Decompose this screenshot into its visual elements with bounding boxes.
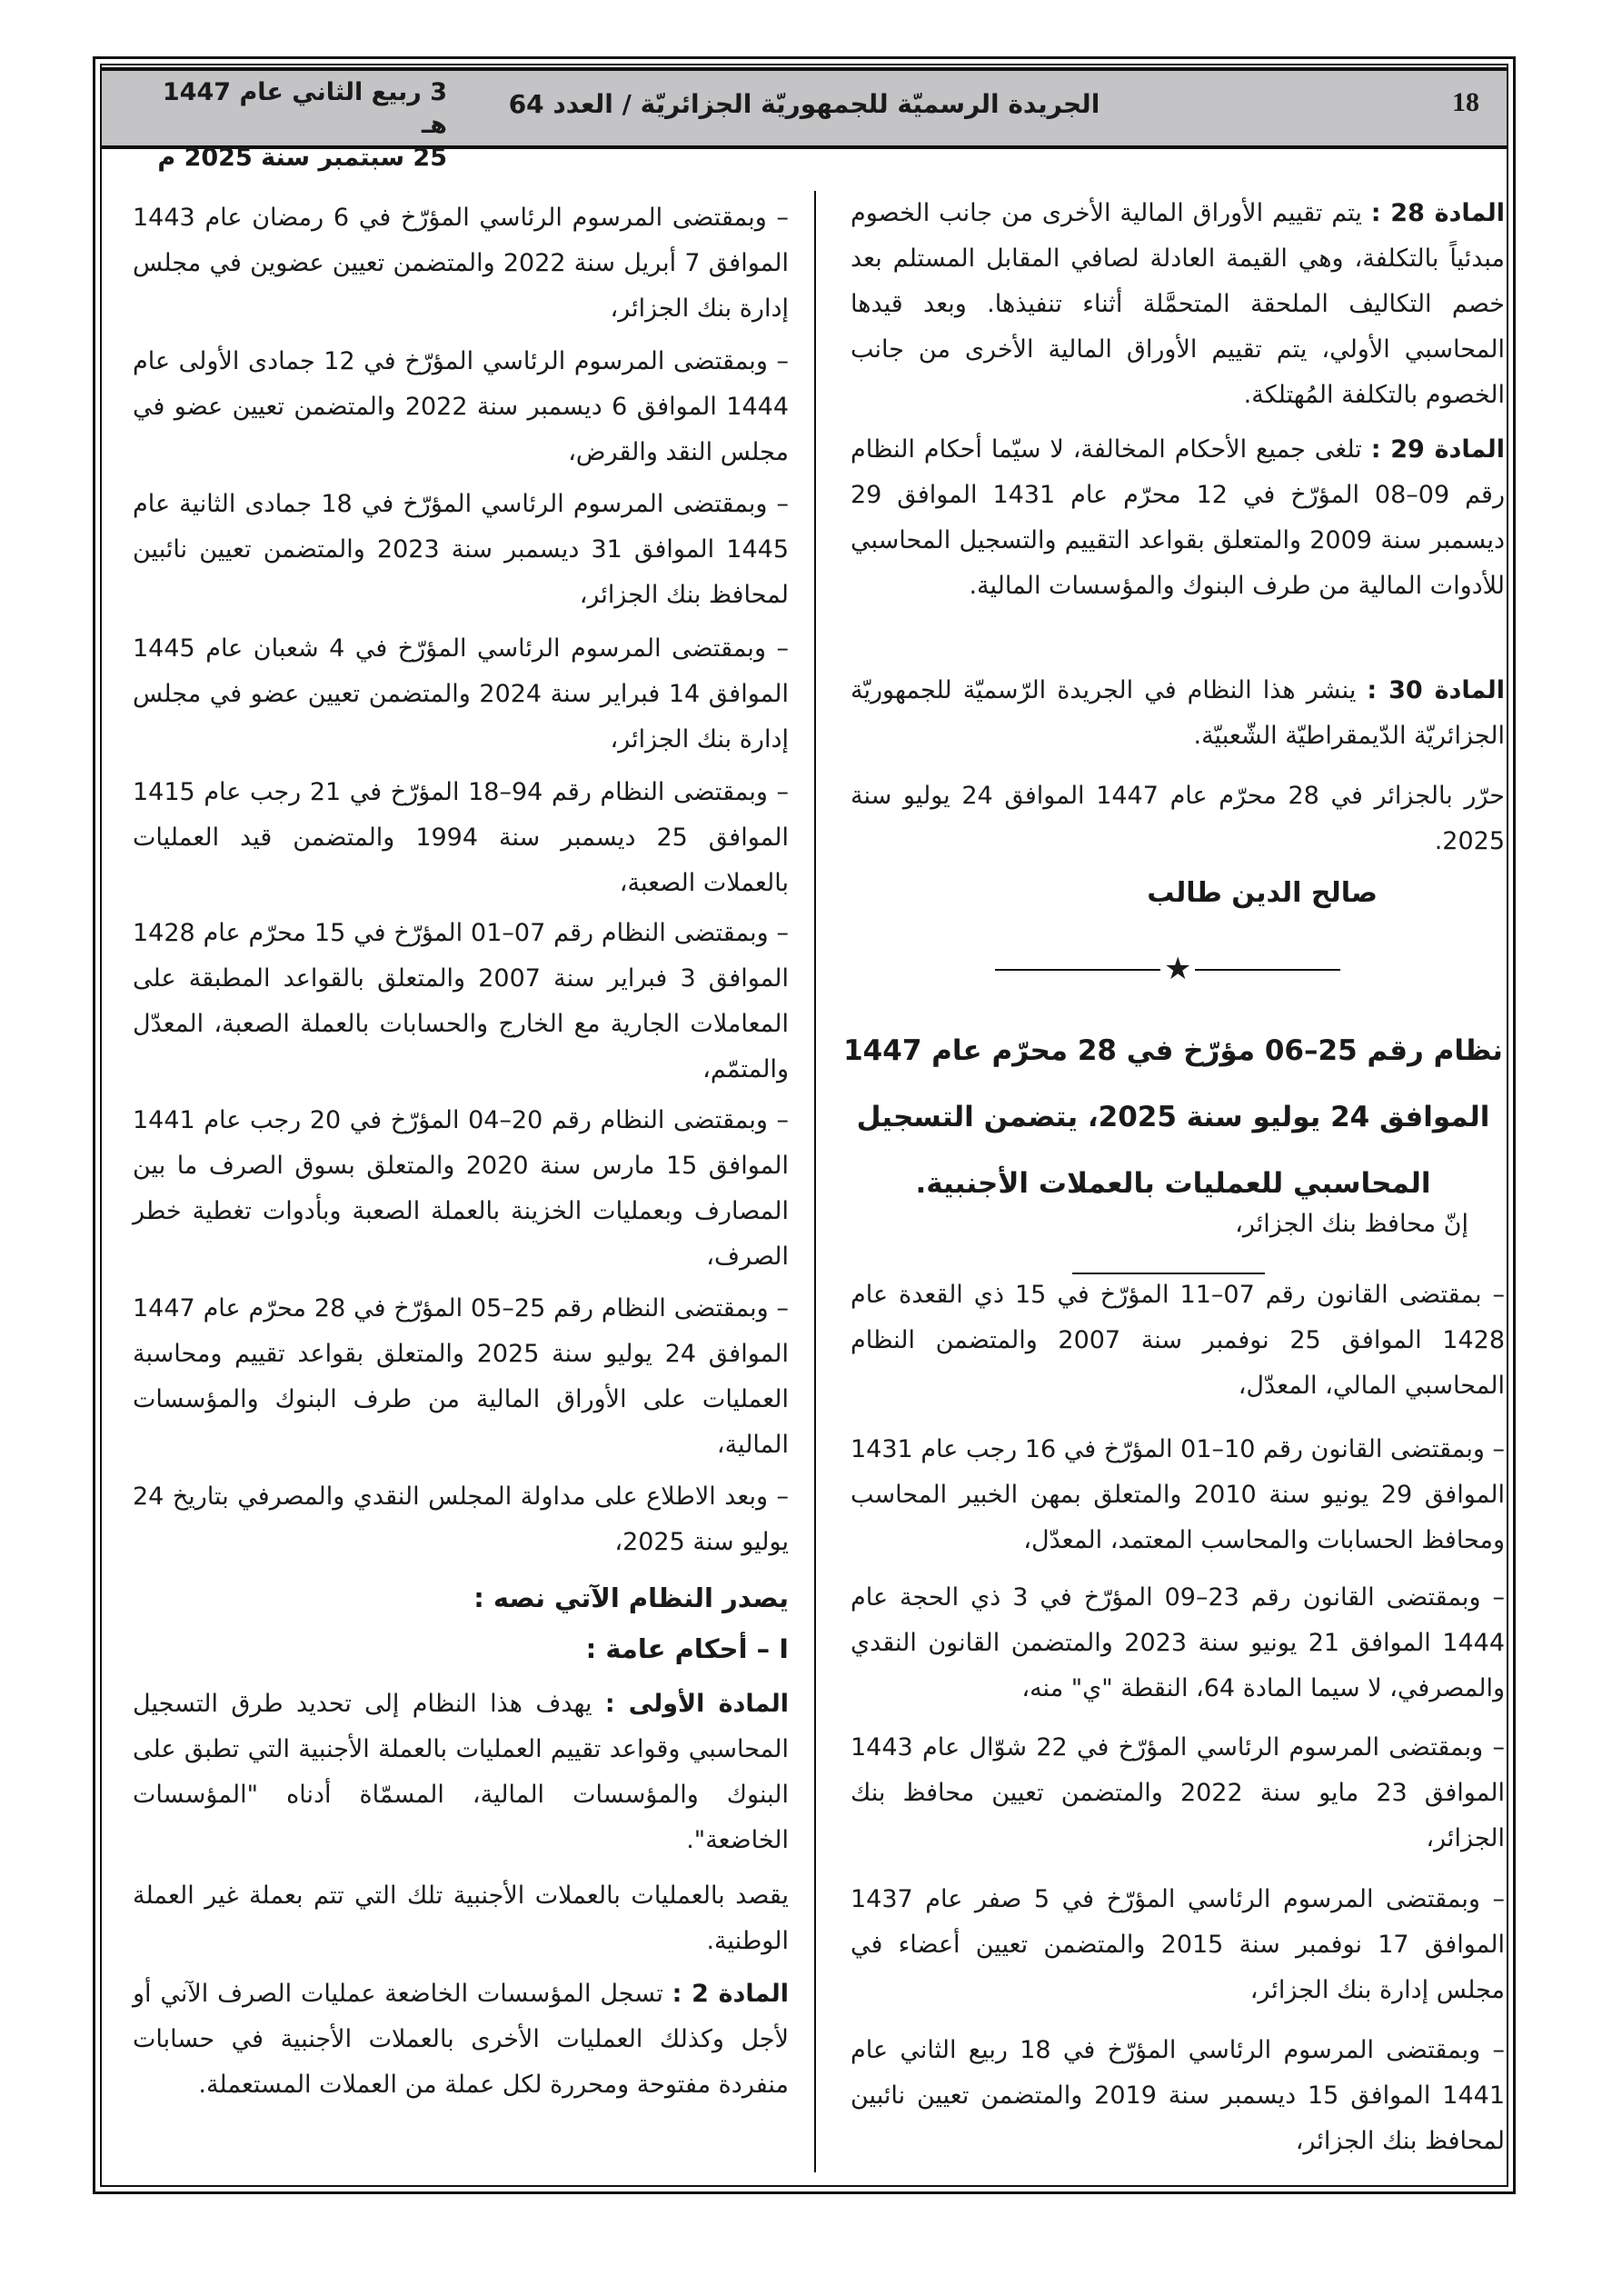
regulation-title: نظام رقم 25–06 مؤرّخ في 28 محرّم عام 1447 الموافق 24 يوليو سنة 2025، يتضمن التسجيل المحاسبي للعمليات بالعملات الأجنبية. (843, 1034, 1503, 1200)
recital: – وبمقتضى المرسوم الرئاسي المؤرّخ في 22 شوّال عام 1443 الموافق 23 مايو سنة 2022 والمتضمن تعيين محافظ بنك الجزائر، (851, 1733, 1506, 1852)
article-label: المادة 29 : (1370, 435, 1505, 464)
page-header (102, 67, 1507, 172)
column-divider (814, 191, 816, 2172)
recital: – وبمقتضى القانون رقم 10–01 المؤرّخ في 16 رجب عام 1431 الموافق 29 يونيو سنة 2010 والمتعلق بمهن الخبير المحاسب ومحافظ الحسابات والمحاسب المعتمد، المعدّل، (851, 1435, 1505, 1554)
article-30 (851, 668, 1505, 759)
article-28 (851, 191, 1505, 418)
article-text: يهدف هذا النظام إلى تحديد طرق التسجيل المحاسبي وقواعد تقييم العمليات بالعملة الأجنبية التي تطبق على البنوك والمؤسسات المالية، المسمّاة أدناه "المؤسسات الخاضعة". (133, 1690, 789, 1854)
recital: – وبعد الاطلاع على مداولة المجلس النقدي والمصرفي بتاريخ 24 يوليو سنة 2025، (133, 1482, 789, 1556)
article-1-paragraph-2: يقصد بالعمليات بالعملات الأجنبية تلك التي تتم بعملة غير العملة الوطنية. (133, 1882, 789, 1955)
article-text: يتم تقييم الأوراق المالية الأخرى من جانب الخصوم مبدئياً بالتكلفة، وهي القيمة العادلة لصافي المقابل المستلم بعد خصم التكاليف الملحقة المتحمَّلة أثناء تنفيذها. وبعد قيدها المحاسبي الأولي، يتم تقييم الأوراق المالية الأخرى من جانب الخصوم بالتكلفة المُهتلكة. (851, 199, 1505, 409)
article-text: تلغى جميع الأحكام المخالفة، لا سيّما أحكام النظام رقم 09–08 المؤرّخ في 12 محرّم عام 1431 الموافق 29 ديسمبر سنة 2009 والمتعلق بقواعد التقييم والتسجيل المحاسبي للأدوات المالية من طرف البنوك والمؤسسات المالية. (851, 435, 1505, 600)
article-29 (851, 427, 1505, 609)
recital: – وبمقتضى المرسوم الرئاسي المؤرّخ في 12 جمادى الأولى عام 1444 الموافق 6 ديسمبر سنة 2022 والمتضمن تعيين عضو في مجلس النقد والقرض، (133, 347, 789, 466)
gregorian-date: 25 سبتمبر سنة 2025 م (157, 144, 447, 172)
recital: – وبمقتضى النظام رقم 20–04 المؤرّخ في 20 رجب عام 1441 الموافق 15 مارس سنة 2020 والمتعلق بسوق الصرف ما بين المصارف وبعمليات الخزينة بالعملة الصعبة وبأدوات تغطية خطر الصرف، (133, 1106, 789, 1271)
recital: – بمقتضى القانون رقم 07–11 المؤرّخ في 15 ذي القعدة عام 1428 الموافق 25 نوفمبر سنة 2007 والمتضمن النظام المحاسبي المالي، المعدّل، (851, 1281, 1505, 1400)
article-text: تسجل المؤسسات الخاضعة عمليات الصرف الآني أو لأجل وكذلك العمليات الأخرى بالعملات الأجنبية في حسابات منفردة مفتوحة ومحررة لكل عملة من العملات المستعملة. (133, 1980, 789, 2099)
star-icon: ★ (1160, 953, 1195, 984)
recital: – وبمقتضى المرسوم الرئاسي المؤرّخ في 5 صفر عام 1437 الموافق 17 نوفمبر سنة 2015 والمتضمن تعيين أعضاء في مجلس إدارة بنك الجزائر، (851, 1885, 1505, 2004)
recital: – وبمقتضى المرسوم الرئاسي المؤرّخ في 18 جمادى الثانية عام 1445 الموافق 31 ديسمبر سنة 2023 والمتضمن تعيين نائبين لمحافظ بنك الجزائر، (133, 490, 789, 609)
preamble: إنّ محافظ بنك الجزائر، (1235, 1210, 1468, 1238)
article-text: ينشر هذا النظام في الجريدة الرّسميّة للجمهوريّة الجزائريّة الدّيمقراطيّة الشّعبيّة. (851, 676, 1505, 750)
chapter-heading: I – أحكام عامة : (585, 1633, 789, 1664)
hijri-date: 3 ربيع الثاني عام 1447 هـ (162, 78, 447, 139)
article-label: المادة 28 : (1370, 199, 1506, 227)
journal-title: الجريدة الرسميّة للجمهوريّة الجزائريّة / العدد 64 (508, 89, 1100, 119)
article-label: المادة 30 : (1367, 676, 1506, 704)
signature: صالح الدين طالب (1147, 877, 1378, 909)
recital: – وبمقتضى المرسوم الرئاسي المؤرّخ في 18 ربيع الثاني عام 1441 الموافق 15 ديسمبر سنة 2019 والمتضمن تعيين نائبين لمحافظ بنك الجزائر، (851, 2036, 1505, 2155)
recital: – وبمقتضى المرسوم الرئاسي المؤرّخ في 4 شعبان عام 1445 الموافق 14 فبراير سنة 2024 والمتضمن تعيين عضو في مجلس إدارة بنك الجزائر، (133, 634, 789, 754)
done-at: حرّر بالجزائر في 28 محرّم عام 1447 الموافق 24 يوليو سنة 2025. (851, 782, 1505, 855)
recital: – وبمقتضى النظام رقم 07–01 المؤرّخ في 15 محرّم عام 1428 الموافق 3 فبراير سنة 2007 والمتعلق بالقواعد المطبقة على المعاملات الجارية مع الخارج والحسابات بالعملة الصعبة، المعدّل والمتمّم، (133, 919, 790, 1083)
enactment-heading: يصدر النظام الآتي نصه : (473, 1582, 789, 1613)
recital: – وبمقتضى النظام رقم 94–18 المؤرّخ في 21 رجب عام 1415 الموافق 25 ديسمبر سنة 1994 والمتضمن قيد العمليات بالعملات الصعبة، (133, 778, 790, 897)
page-number: 18 (1452, 87, 1479, 117)
recital: – وبمقتضى النظام رقم 25–05 المؤرّخ في 28 محرّم عام 1447 الموافق 24 يوليو سنة 2025 والمتعلق بقواعد تقييم ومحاسبة العمليات على الأوراق المالية من طرف البنوك والمؤسسات المالية، (133, 1294, 789, 1459)
recital: – وبمقتضى المرسوم الرئاسي المؤرّخ في 6 رمضان عام 1443 الموافق 7 أبريل سنة 2022 والمتضمن تعيين عضوين في مجلس إدارة بنك الجزائر، (133, 204, 790, 323)
title-underline (1072, 1273, 1265, 1274)
recital: – وبمقتضى القانون رقم 23–09 المؤرّخ في 3 ذي الحجة عام 1444 الموافق 21 يونيو سنة 2023 والمتضمن القانون النقدي والمصرفي، لا سيما المادة 64، النقطة "ي" منه، (851, 1583, 1505, 1702)
article-label: المادة الأولى : (604, 1690, 790, 1718)
article-label: المادة 2 : (672, 1980, 789, 2008)
article-2 (133, 1972, 789, 2108)
issue-date (138, 76, 447, 175)
article-1 (133, 1682, 789, 1863)
